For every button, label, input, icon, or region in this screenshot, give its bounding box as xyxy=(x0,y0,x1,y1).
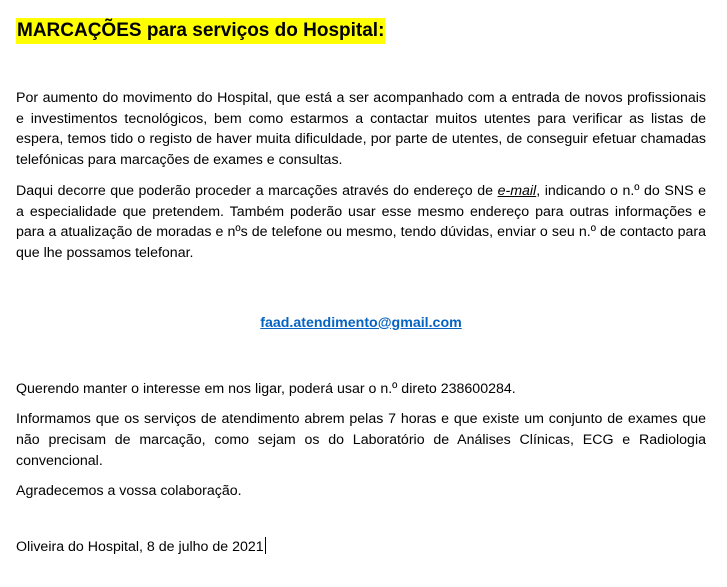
paragraph-opening-hours: Informamos que os serviços de atendimento abrem pelas 7 horas e que existe um conjunto de exames que não precisam de marcação, como sejam os do Laboratório de Análises Clínicas, ECG e Radiologia convencional. xyxy=(16,411,706,469)
signature-line xyxy=(16,537,706,558)
document-title: MARCAÇÕES para serviços do Hospital: xyxy=(16,18,385,44)
email-address-row xyxy=(16,313,706,333)
paragraph-email-booking-start: Daqui decorre que poderão proceder a marcações através do endereço de xyxy=(16,182,498,199)
paragraph-thanks: Agradecemos a vossa colaboração. xyxy=(16,483,242,500)
email-address-link[interactable]: faad.atendimento@gmail.com xyxy=(260,314,462,331)
paragraph-movement: Por aumento do movimento do Hospital, que está a ser acompanhado com a entrada de novos profissionais e investimentos tecnológicos, bem como estarmos a contactar muitos utentes para verificar as listas de espera, temos tido o registo de haver muita dificuldade, por parte de utentes, de conseguir efetuar chamadas telefónicas para marcações de exames e consultas. xyxy=(16,90,706,169)
signature-text: Oliveira do Hospital, 8 de julho de 2021 xyxy=(16,539,264,556)
paragraph-email-booking xyxy=(16,181,706,264)
paragraph-phone: Querendo manter o interesse em nos ligar, poderá usar o n.º direto 238600284. xyxy=(16,380,516,397)
paragraph-email-booking-end: , indicando o n.º do SNS e a especialidade que pretendem. Também poderão usar esse mesmo endereço para outras informações e para a atualização de moradas e nºs de telefone ou mesmo, tendo dúvidas, enviar o seu n.º de contacto para que lhe possamos telefonar. xyxy=(16,182,706,261)
text-cursor xyxy=(265,537,266,554)
email-word-link[interactable]: e-mail xyxy=(497,182,537,199)
document-page xyxy=(16,18,706,558)
